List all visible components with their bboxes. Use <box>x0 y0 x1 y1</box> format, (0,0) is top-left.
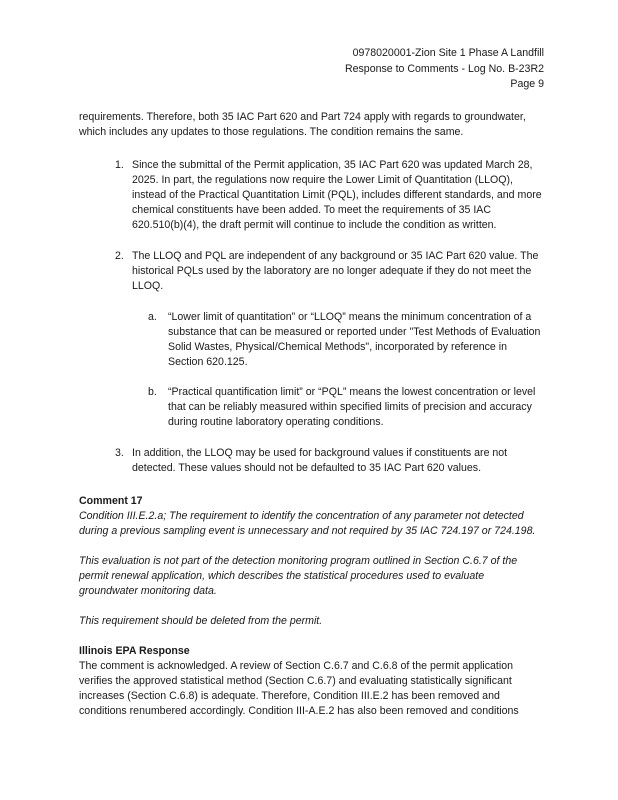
comment-section <box>79 494 544 629</box>
list-item <box>79 158 544 233</box>
sublist-marker: a. <box>148 311 157 323</box>
sublist-item <box>132 385 544 430</box>
list-marker: 1. <box>115 159 124 171</box>
list-item-text: In addition, the LLOQ may be used for background values if constituents are not detected. These values should not be defaulted to 35 IAC Part 620 values. <box>132 447 508 474</box>
comment-heading: Comment 17 <box>79 495 143 507</box>
sublist-item-text: “Practical quantification limit” or “PQL” means the lowest concentration or level that can be reliably measured within specified limits of precision and accuracy during routine laboratory operating conditions. <box>168 386 536 428</box>
list-item-text: The LLOQ and PQL are independent of any background or 35 IAC Part 620 value. The historical PQLs used by the laboratory are no longer adequate if they do not meet the LLOQ. <box>132 250 539 292</box>
response-paragraph: The comment is acknowledged. A review of Section C.6.7 and C.6.8 of the permit application verifies the approved statistical method (Section C.6.7) and evaluating statistically significant increases (Section C.6.8) is adequate. Therefore, Condition III.E.2 has been removed and conditions renumbered accordingly. Condition III-A.E.2 has also been removed and conditions <box>79 660 519 717</box>
comment-paragraph: This evaluation is not part of the detection monitoring program outlined in Section C.6.7 of the permit renewal application, which describes the statistical procedures used to evaluate groundwater monitoring data. <box>79 555 518 597</box>
header-page-number: Page 9 <box>510 78 544 90</box>
numbered-list <box>79 158 544 476</box>
list-marker: 3. <box>115 447 124 459</box>
header-document-id: 0978020001-Zion Site 1 Phase A Landfill <box>352 47 544 59</box>
comment-paragraph: This requirement should be deleted from the permit. <box>79 615 323 627</box>
sublist-marker: b. <box>148 386 157 398</box>
intro-paragraph: requirements. Therefore, both 35 IAC Part 620 and Part 724 apply with regards to groundwater, which includes any updates to those regulations. The condition remains the same. <box>79 111 526 138</box>
response-section <box>79 644 544 719</box>
page-header <box>345 46 544 93</box>
list-item <box>79 249 544 430</box>
header-document-title: Response to Comments - Log No. B-23R2 <box>344 62 544 75</box>
sublist-item <box>132 310 544 370</box>
response-heading: Illinois EPA Response <box>79 645 190 657</box>
list-item <box>79 446 544 476</box>
lettered-sublist <box>132 310 544 430</box>
comment-paragraph: Condition III.E.2.a; The requirement to identify the concentration of any parameter not detected during a previous sampling event is unnecessary and not required by 35 IAC 724.197 or 724.198. <box>79 510 536 537</box>
list-item-text: Since the submittal of the Permit application, 35 IAC Part 620 was updated March 28, 2025. In part, the regulations now require the Lower Limit of Quantitation (LLOQ), instead of the Practical Quantitation Limit (PQL), includes different standards, and more chemical constituents have been added. To meet the requirements of 35 IAC 620.510(b)(4), the draft permit will continue to include the condition as written. <box>132 159 542 231</box>
sublist-item-text: “Lower limit of quantitation” or “LLOQ” means the minimum concentration of a substance that can be measured or reported under "Test Methods of Evaluation Solid Wastes, Physical/Chemical Methods", incorporated by reference in Section 620.125. <box>168 311 541 368</box>
list-marker: 2. <box>115 250 124 262</box>
page-body <box>79 110 544 719</box>
